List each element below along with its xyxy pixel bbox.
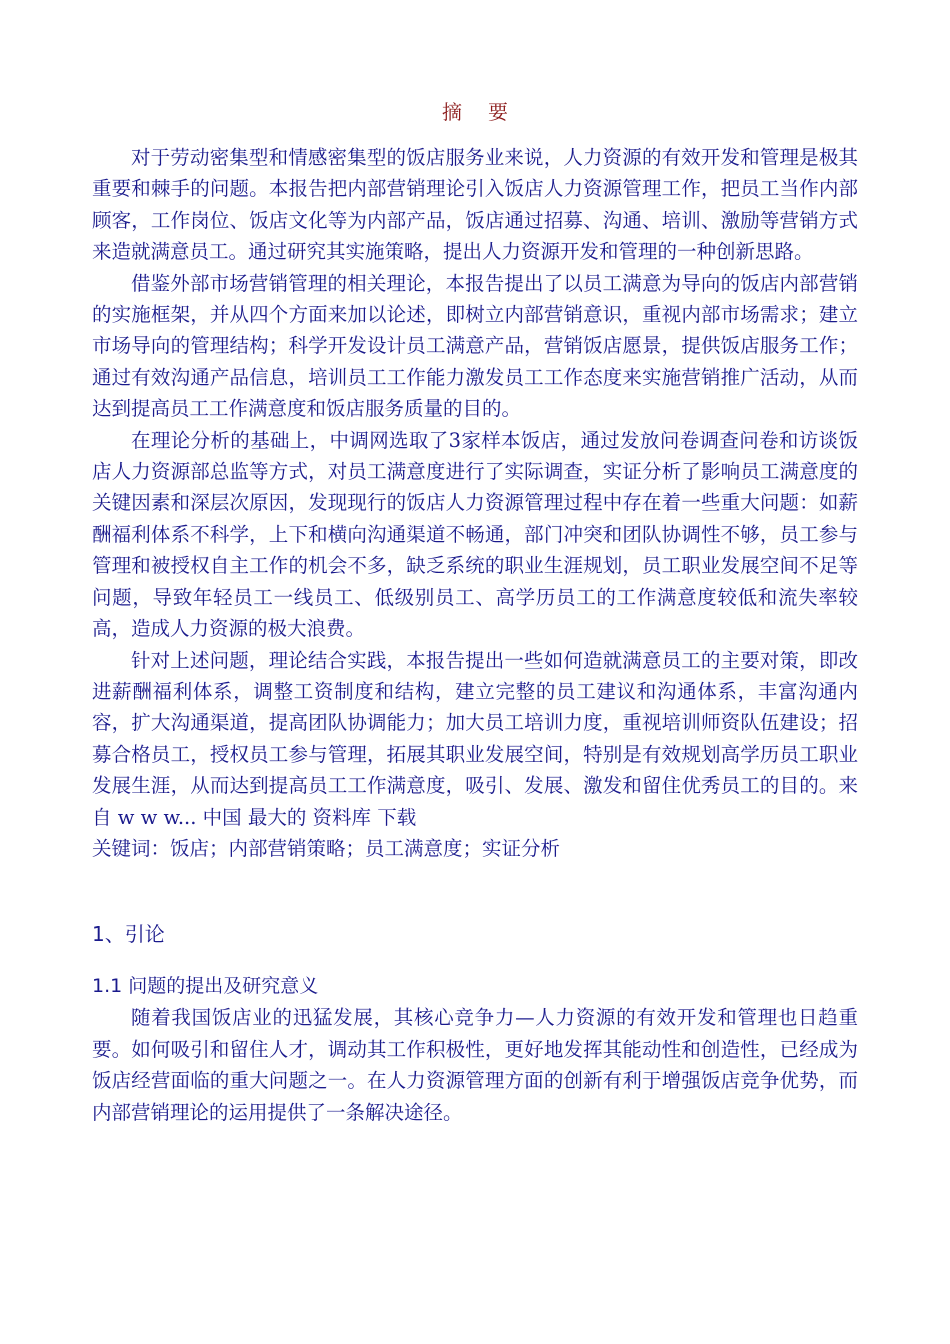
abstract-paragraph-2: 借鉴外部市场营销管理的相关理论，本报告提出了以员工满意为导向的饭店内部营销的实施框架，并从四个方面来加以论述，即树立内部营销意识，重视内部市场需求；建立市场导向的管理结构；科学开发设计员工满意产品，营销饭店愿景，提供饭店服务工作；通过有效沟通产品信息，培训员工工作能力激发员工工作态度来实施营销推广活动，从而达到提高员工工作满意度和饭店服务质量的目的。: [92, 271, 858, 421]
section-heading-introduction: 1、引论: [92, 922, 165, 947]
abstract-title: 摘要: [442, 100, 534, 124]
abstract-paragraph-1: 对于劳动密集型和情感密集型的饭店服务业来说，人力资源的有效开发和管理是极其重要和棘手的问题。本报告把内部营销理论引入饭店人力资源管理工作，把员工当作内部顾客，工作岗位、饭店文化等为内部产品，饭店通过招募、沟通、培训、激励等营销方式来造就满意员工。通过研究其实施策略，提出人力资源开发和管理的一种创新思路。: [92, 146, 858, 264]
section-paragraph: 随着我国饭店业的迅猛发展，其核心竞争力—人力资源的有效开发和管理也日趋重要。如何吸引和留住人才，调动其工作积极性，更好地发挥其能动性和创造性，已经成为饭店经营面临的重大问题之一。在人力资源管理方面的创新有利于增强饭店竞争优势，而内部营销理论的运用提供了一条解决途径。: [92, 1006, 858, 1124]
document-page: [92, 96, 858, 1128]
abstract-paragraph-4: 针对上述问题，理论结合实践，本报告提出一些如何造就满意员工的主要对策，即改进薪酬福利体系，调整工资制度和结构，建立完整的员工建议和沟通体系，丰富沟通内容，扩大沟通渠道，提高团队协调能力；加大员工培训力度，重视培训师资队伍建设；招募合格员工，授权员工参与管理，拓展其职业发展空间，特别是有效规划高学历员工职业发展生涯，从而达到提高员工工作满意度，吸引、发展、激发和留住优秀员工的目的。来 自 w w w... 中国 最大的 资料库 下载: [92, 648, 858, 829]
subsection-heading: 1.1 问题的提出及研究意义: [92, 975, 319, 998]
keywords-line: 关键词：饭店；内部营销策略；员工满意度；实证分析: [92, 836, 561, 860]
abstract-paragraph-3: 在理论分析的基础上，中调网选取了3家样本饭店，通过发放问卷调查问卷和访谈饭店人力资源部总监等方式，对员工满意度进行了实际调查，实证分析了影响员工满意度的关键因素和深层次原因，发现现行的饭店人力资源管理过程中存在着一些重大问题：如薪酬福利体系不科学，上下和横向沟通渠道不畅通，部门冲突和团队协调性不够，员工参与管理和被授权自主工作的机会不多，缺乏系统的职业生涯规划，员工职业发展空间不足等问题，导致年轻员工一线员工、低级别员工、高学历员工的工作满意度较低和流失率较高，造成人力资源的极大浪费。: [92, 428, 858, 641]
